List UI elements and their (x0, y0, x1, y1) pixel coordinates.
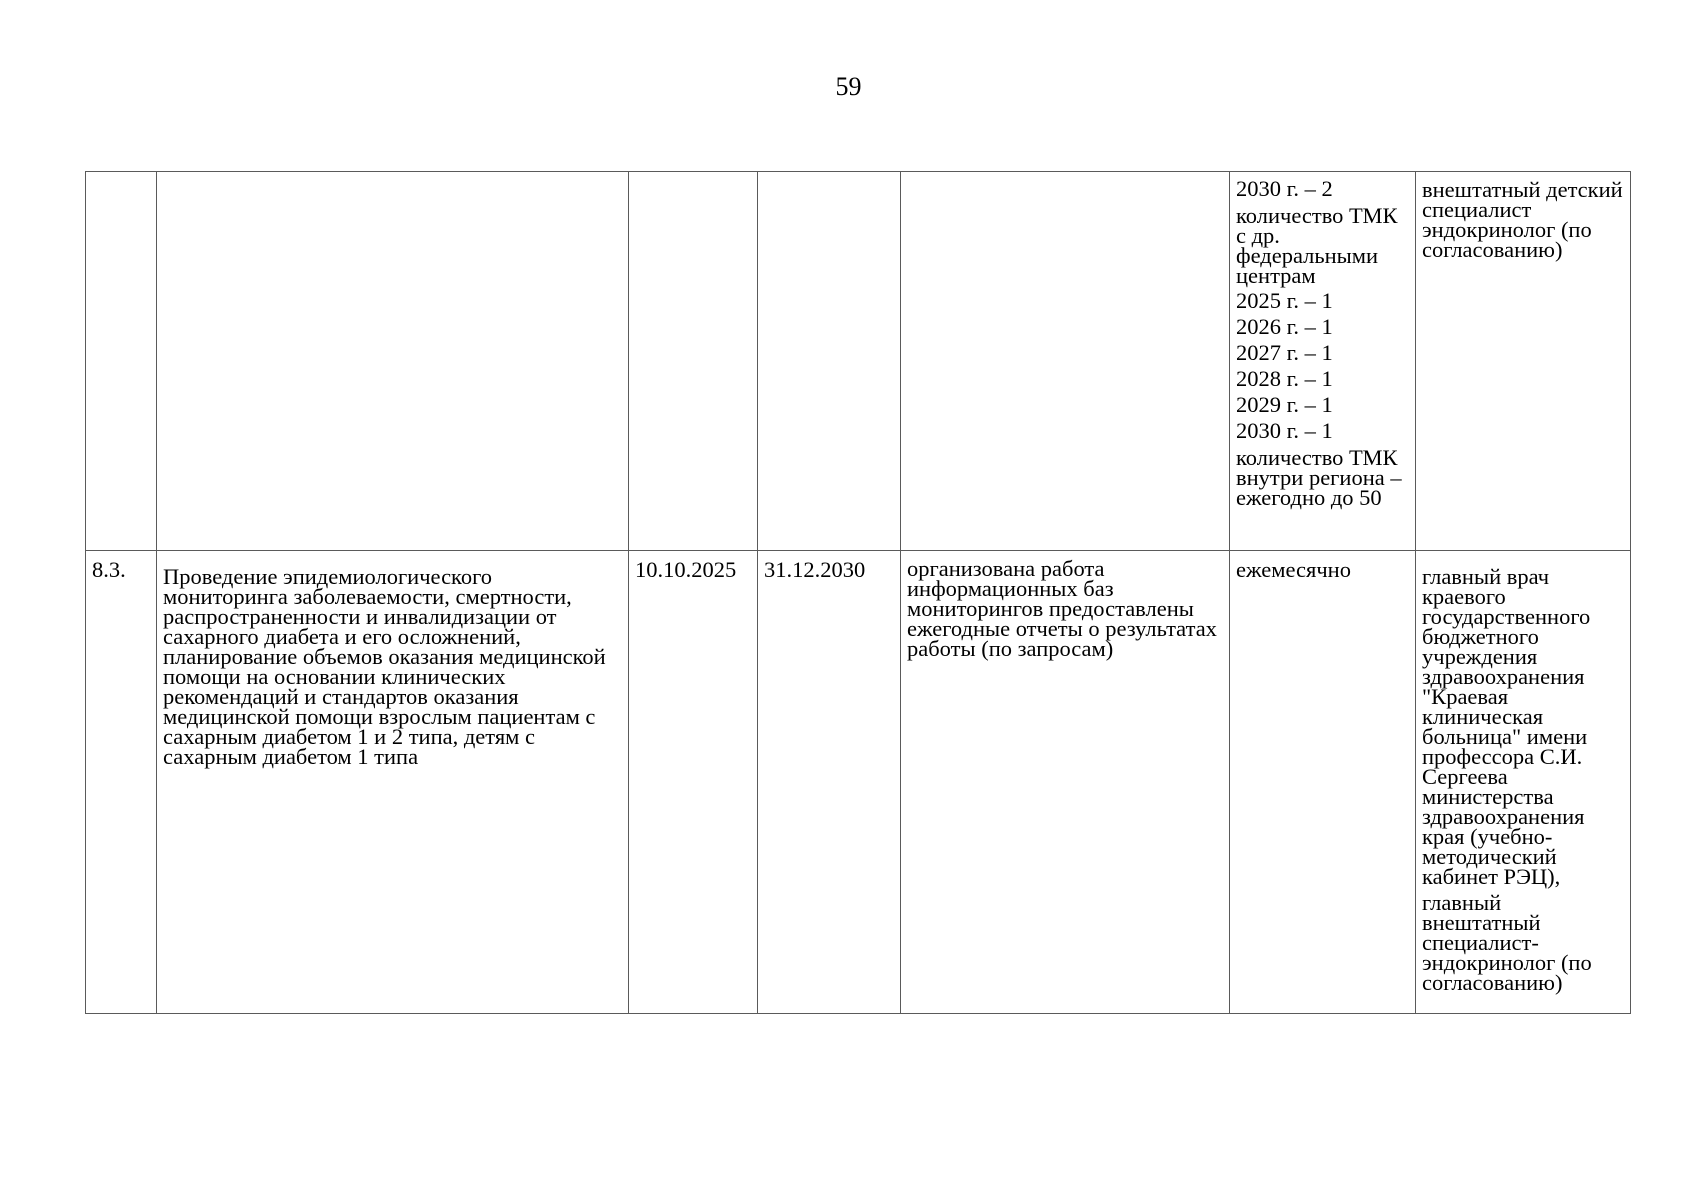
indicator-year-2025: 2025 г. – 1 (1236, 288, 1333, 313)
cell-indicators (1230, 172, 1416, 551)
indicator-year-2029: 2029 г. – 1 (1236, 392, 1333, 417)
plan-table (85, 171, 1631, 1014)
indicator-label-region: количество ТМК внутри региона – ежегодно до 50 (1236, 445, 1402, 510)
start-date: 10.10.2025 (635, 557, 737, 582)
result-text: организована работа информационных баз мониторингов предоставлены ежегодные отчеты о результатах работы (по запросам) (907, 556, 1217, 661)
cell-indicators (1230, 551, 1416, 1014)
cell-start-date (629, 551, 758, 1014)
cell-activity (157, 551, 629, 1014)
table-row (86, 172, 1631, 551)
cell-end-date (758, 172, 901, 551)
cell-end-date (758, 551, 901, 1014)
periodicity-text: ежемесячно (1236, 557, 1351, 582)
cell-result (901, 551, 1230, 1014)
indicator-year-2028: 2028 г. – 1 (1236, 366, 1333, 391)
indicator-label-federal: количество ТМК с др. федеральными центрам (1236, 203, 1398, 288)
responsible-line: главный врач краевого государственного бюджетного учреждения здравоохранения "Краевая клиническая больница" имени профессора С.И. Сергеева министерства здравоохранения края (учебно-методический кабинет РЭЦ), (1422, 564, 1591, 889)
activity-text: Проведение эпидемиологического мониторинга заболеваемости, смертности, распространенности и инвалидизации от сахарного диабета и его осложнений, планирование объемов оказания медицинской помощи на основании клинических рекомендаций и стандартов оказания медицинской помощи взрослым пациентам с сахарным диабетом 1 и 2 типа, детям с сахарным диабетом 1 типа (163, 564, 606, 769)
indicator-year-2026: 2026 г. – 1 (1236, 314, 1333, 339)
end-date: 31.12.2030 (764, 557, 866, 582)
indicator-2030-top: 2030 г. – 2 (1236, 176, 1333, 201)
cell-number (86, 172, 157, 551)
cell-activity (157, 172, 629, 551)
cell-result (901, 172, 1230, 551)
page-number: 59 (835, 72, 862, 101)
table-row (86, 551, 1631, 1014)
indicator-year-2027: 2027 г. – 1 (1236, 340, 1333, 365)
row-number: 8.3. (92, 557, 126, 582)
indicator-year-2030: 2030 г. – 1 (1236, 418, 1333, 443)
cell-number (86, 551, 157, 1014)
responsible-line: главный внештатный специалист-эндокринолог (по согласованию) (1422, 890, 1592, 995)
responsible-line: внештатный детский специалист эндокринолог (по согласованию) (1422, 177, 1623, 262)
cell-start-date (629, 172, 758, 551)
cell-responsible (1416, 551, 1631, 1014)
cell-responsible (1416, 172, 1631, 551)
